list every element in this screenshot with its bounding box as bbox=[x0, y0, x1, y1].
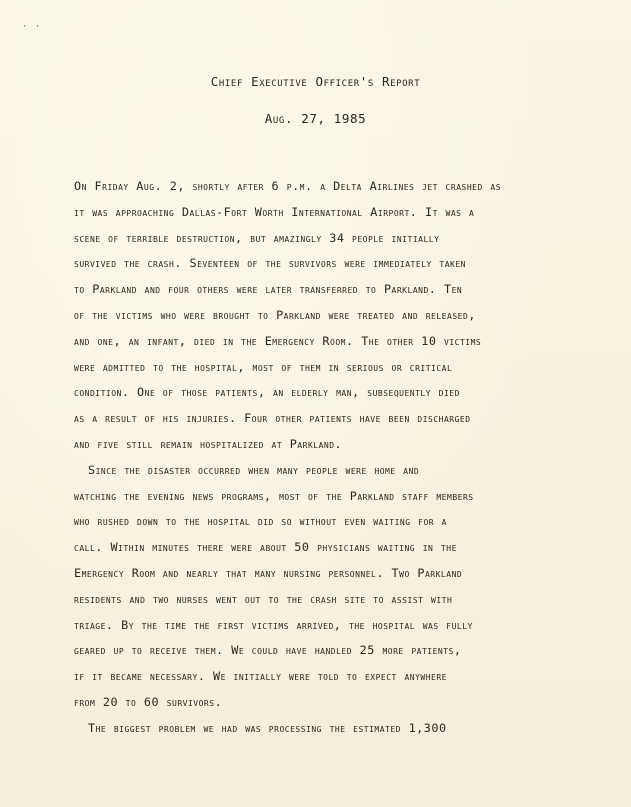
text-line: as a result of his injuries. Four other patients have been discharged bbox=[74, 411, 471, 426]
text-line: On Friday Aug. 2, shortly after 6 p.m. a Delta Airlines jet crashed as bbox=[74, 179, 502, 193]
text-line: Since the disaster occurred when many people were home and bbox=[88, 462, 420, 477]
text-line: and five still remain hospitalized at Parkland. bbox=[74, 436, 343, 451]
text-line: scene of terrible destruction, but amazingly 34 people initially bbox=[74, 230, 440, 245]
text-line: watching the evening news programs, most of the Parkland staff members bbox=[74, 488, 474, 503]
text-line: residents and two nurses went out to the crash site to assist with bbox=[74, 591, 453, 606]
text-line: triage. By the time the first victims arrived, the hospital was fully bbox=[74, 617, 473, 632]
report-date: Aug. 27, 1985 bbox=[264, 111, 367, 126]
report-title: Chief Executive Officer's Report bbox=[210, 74, 421, 89]
text-line: from 20 to 60 survivors. bbox=[74, 694, 223, 709]
text-line: it was approaching Dallas-Fort Worth International Airport. It was a bbox=[74, 204, 475, 219]
margin-mark: · · bbox=[22, 22, 42, 32]
text-line: The biggest problem we had was processing the estimated 1,300 bbox=[88, 720, 447, 735]
text-line: and one, an infant, died in the Emergency Room. The other 10 victims bbox=[74, 333, 482, 348]
text-line: who rushed down to the hospital did so without even waiting for a bbox=[74, 514, 447, 529]
text-line: Emergency Room and nearly that many nursing personnel. Two Parkland bbox=[74, 565, 463, 580]
report-body bbox=[74, 174, 614, 742]
text-line: geared up to receive them. We could have handled 25 more patients, bbox=[74, 643, 462, 658]
text-line: condition. One of those patients, an elderly man, subsequently died bbox=[74, 385, 460, 400]
text-line: survived the crash. Seventeen of the survivors were immediately taken bbox=[74, 256, 466, 271]
text-line: call. Within minutes there were about 50 physicians waiting in the bbox=[74, 540, 457, 555]
text-line: to Parkland and four others were later transferred to Parkland. Ten bbox=[74, 282, 463, 297]
text-line: of the victims who were brought to Parkland were treated and released, bbox=[74, 307, 476, 322]
text-line: were admitted to the hospital, most of them in serious or critical bbox=[74, 359, 453, 374]
text-line: if it became necessary. We initially were told to expect anywhere bbox=[74, 669, 447, 684]
